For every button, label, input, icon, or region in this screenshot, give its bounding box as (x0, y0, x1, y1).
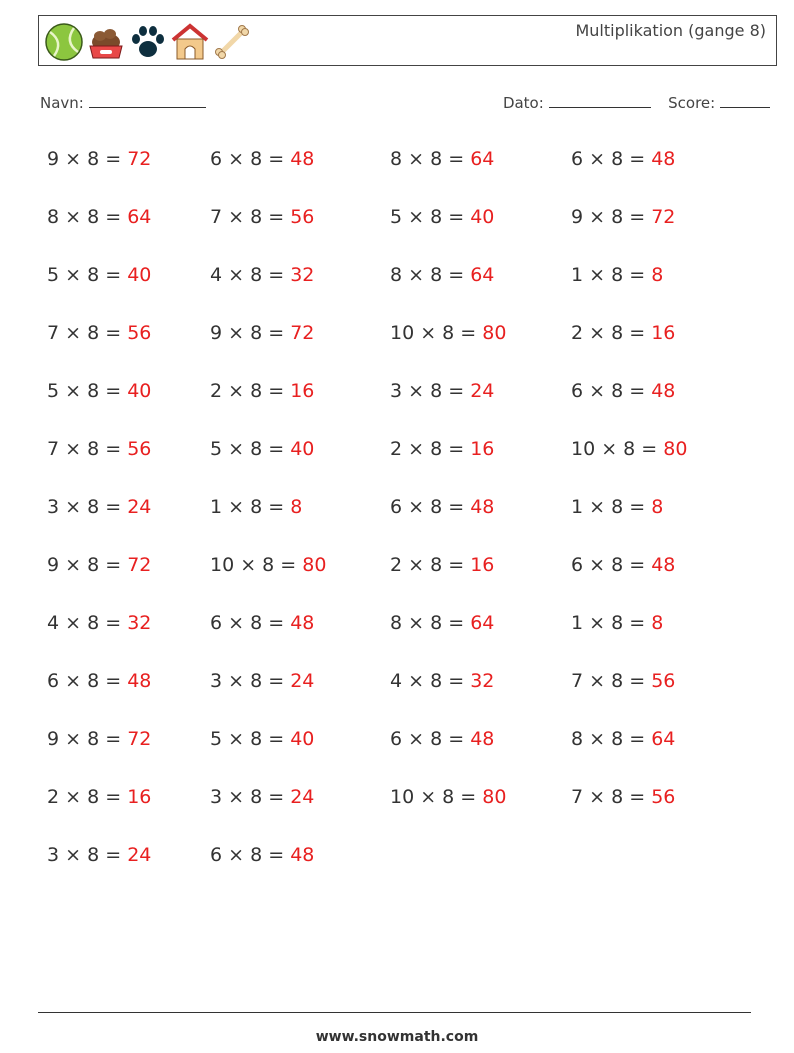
problem-answer: 56 (651, 670, 676, 692)
problem-question: 2 × 8 = (47, 786, 128, 808)
problem-item (390, 322, 506, 344)
problem-answer: 32 (470, 670, 495, 692)
problem-question: 2 × 8 = (390, 554, 471, 576)
problem-item (47, 206, 151, 228)
problem-question: 2 × 8 = (210, 380, 291, 402)
tennis-ball-icon (44, 22, 84, 62)
bone-icon (212, 22, 252, 62)
problem-answer: 40 (290, 438, 315, 460)
problem-question: 6 × 8 = (390, 728, 471, 750)
problem-answer: 48 (290, 612, 315, 634)
problem-item (390, 148, 494, 170)
problem-item (47, 786, 151, 808)
problem-item (390, 264, 494, 286)
problem-answer: 48 (470, 496, 495, 518)
problem-answer: 24 (470, 380, 495, 402)
problem-question: 7 × 8 = (47, 438, 128, 460)
problem-question: 7 × 8 = (571, 670, 652, 692)
problem-question: 7 × 8 = (47, 322, 128, 344)
problem-answer: 80 (482, 786, 507, 808)
problem-question: 3 × 8 = (210, 786, 291, 808)
problem-answer: 64 (651, 728, 676, 750)
problem-question: 3 × 8 = (47, 496, 128, 518)
problem-item (47, 148, 151, 170)
problem-answer: 32 (290, 264, 315, 286)
problem-answer: 16 (470, 438, 495, 460)
problem-answer: 24 (290, 786, 315, 808)
problem-question: 10 × 8 = (210, 554, 303, 576)
problem-answer: 48 (290, 844, 315, 866)
problem-answer: 72 (651, 206, 676, 228)
problem-answer: 40 (290, 728, 315, 750)
problem-item (390, 496, 494, 518)
problem-answer: 16 (127, 786, 152, 808)
problem-answer: 40 (127, 264, 152, 286)
problem-question: 9 × 8 = (210, 322, 291, 344)
problem-item (390, 612, 494, 634)
problem-question: 8 × 8 = (47, 206, 128, 228)
problem-answer: 56 (127, 322, 152, 344)
problem-item (210, 728, 314, 750)
problem-item (47, 612, 151, 634)
problem-answer: 8 (651, 612, 664, 634)
problem-answer: 24 (127, 496, 152, 518)
problem-item (210, 496, 302, 518)
date-score-fields (503, 93, 770, 112)
problem-item (47, 554, 151, 576)
problem-question: 5 × 8 = (47, 380, 128, 402)
problem-answer: 64 (470, 148, 495, 170)
problem-question: 9 × 8 = (47, 554, 128, 576)
problem-question: 8 × 8 = (571, 728, 652, 750)
problem-answer: 72 (127, 728, 152, 750)
problem-answer: 64 (470, 612, 495, 634)
problem-question: 6 × 8 = (47, 670, 128, 692)
problem-answer: 80 (482, 322, 507, 344)
problem-item (571, 264, 663, 286)
problem-item (390, 380, 494, 402)
name-blank[interactable] (89, 93, 206, 108)
problem-answer: 56 (290, 206, 315, 228)
problem-item (47, 844, 151, 866)
problem-item (571, 148, 675, 170)
problem-item (210, 554, 326, 576)
problem-question: 4 × 8 = (210, 264, 291, 286)
footer-divider (38, 1012, 751, 1013)
problem-item (390, 554, 494, 576)
problem-item (390, 438, 494, 460)
problem-item (390, 670, 494, 692)
problem-question: 1 × 8 = (571, 496, 652, 518)
problem-answer: 56 (127, 438, 152, 460)
problem-item (210, 380, 314, 402)
problem-item (210, 670, 314, 692)
problem-answer: 80 (302, 554, 327, 576)
problem-question: 8 × 8 = (390, 148, 471, 170)
problem-item (571, 728, 675, 750)
problem-item (571, 786, 675, 808)
problem-answer: 72 (290, 322, 315, 344)
problem-answer: 40 (470, 206, 495, 228)
problem-item (390, 786, 506, 808)
problem-answer: 8 (651, 496, 664, 518)
problem-item (47, 670, 151, 692)
problem-question: 5 × 8 = (47, 264, 128, 286)
problem-answer: 80 (663, 438, 688, 460)
problem-item (47, 496, 151, 518)
problem-question: 7 × 8 = (210, 206, 291, 228)
problem-item (210, 786, 314, 808)
problem-item (390, 728, 494, 750)
problem-question: 10 × 8 = (571, 438, 664, 460)
dog-house-icon (170, 22, 210, 62)
problem-question: 2 × 8 = (390, 438, 471, 460)
problem-answer: 8 (651, 264, 664, 286)
problem-question: 6 × 8 = (210, 844, 291, 866)
problem-answer: 48 (651, 148, 676, 170)
score-blank[interactable] (720, 93, 770, 108)
problem-answer: 72 (127, 554, 152, 576)
paw-print-icon (128, 22, 168, 62)
problem-item (390, 206, 494, 228)
problem-item (47, 264, 151, 286)
problem-item (47, 322, 151, 344)
header-icons (44, 22, 252, 62)
problem-answer: 72 (127, 148, 152, 170)
problem-question: 1 × 8 = (571, 612, 652, 634)
problem-question: 9 × 8 = (47, 148, 128, 170)
problem-item (571, 322, 675, 344)
problem-question: 6 × 8 = (210, 148, 291, 170)
problem-item (571, 496, 663, 518)
problem-item (47, 728, 151, 750)
problem-answer: 48 (470, 728, 495, 750)
name-label: Navn: (40, 94, 84, 112)
problem-item (571, 438, 687, 460)
problem-item (571, 670, 675, 692)
date-label: Dato: (502, 94, 544, 112)
problem-answer: 56 (651, 786, 676, 808)
problem-question: 9 × 8 = (47, 728, 128, 750)
problem-question: 6 × 8 = (571, 380, 652, 402)
problem-answer: 16 (290, 380, 315, 402)
problem-answer: 16 (470, 554, 495, 576)
score-label: Score: (668, 94, 716, 112)
problem-question: 5 × 8 = (390, 206, 471, 228)
problem-item (210, 206, 314, 228)
worksheet-title: Multiplikation (gange 8) (575, 21, 766, 40)
problem-item (210, 612, 314, 634)
problem-question: 8 × 8 = (390, 264, 471, 286)
problem-question: 6 × 8 = (390, 496, 471, 518)
problem-question: 4 × 8 = (390, 670, 471, 692)
problem-question: 6 × 8 = (571, 148, 652, 170)
problem-item (571, 380, 675, 402)
problem-question: 7 × 8 = (571, 786, 652, 808)
footer-site: www.snowmath.com (315, 1029, 479, 1045)
problem-answer: 48 (290, 148, 315, 170)
problem-answer: 40 (127, 380, 152, 402)
problem-question: 6 × 8 = (210, 612, 291, 634)
problem-question: 8 × 8 = (390, 612, 471, 634)
problem-question: 10 × 8 = (390, 786, 483, 808)
problem-item (47, 438, 151, 460)
problem-question: 1 × 8 = (210, 496, 291, 518)
problem-question: 3 × 8 = (47, 844, 128, 866)
problem-question: 5 × 8 = (210, 728, 291, 750)
problem-answer: 24 (127, 844, 152, 866)
problem-item (571, 612, 663, 634)
problem-item (210, 264, 314, 286)
problem-question: 3 × 8 = (210, 670, 291, 692)
worksheet-header (38, 15, 777, 66)
problem-item (210, 322, 314, 344)
problem-item (210, 148, 314, 170)
problem-answer: 48 (651, 554, 676, 576)
problem-item (571, 206, 675, 228)
date-blank[interactable] (549, 93, 651, 108)
problem-answer: 16 (651, 322, 676, 344)
problem-question: 2 × 8 = (571, 322, 652, 344)
problem-question: 10 × 8 = (390, 322, 483, 344)
problem-item (210, 438, 314, 460)
problem-item (47, 380, 151, 402)
problem-question: 9 × 8 = (571, 206, 652, 228)
dog-food-bowl-icon (86, 22, 126, 62)
problem-question: 5 × 8 = (210, 438, 291, 460)
problem-answer: 32 (127, 612, 152, 634)
problem-answer: 64 (127, 206, 152, 228)
problem-question: 6 × 8 = (571, 554, 652, 576)
problem-answer: 48 (127, 670, 152, 692)
problem-question: 1 × 8 = (571, 264, 652, 286)
problem-item (571, 554, 675, 576)
problem-question: 3 × 8 = (390, 380, 471, 402)
name-field (40, 93, 206, 112)
problem-answer: 64 (470, 264, 495, 286)
problem-question: 4 × 8 = (47, 612, 128, 634)
problem-answer: 8 (290, 496, 303, 518)
problem-answer: 24 (290, 670, 315, 692)
problem-answer: 48 (651, 380, 676, 402)
problem-item (210, 844, 314, 866)
